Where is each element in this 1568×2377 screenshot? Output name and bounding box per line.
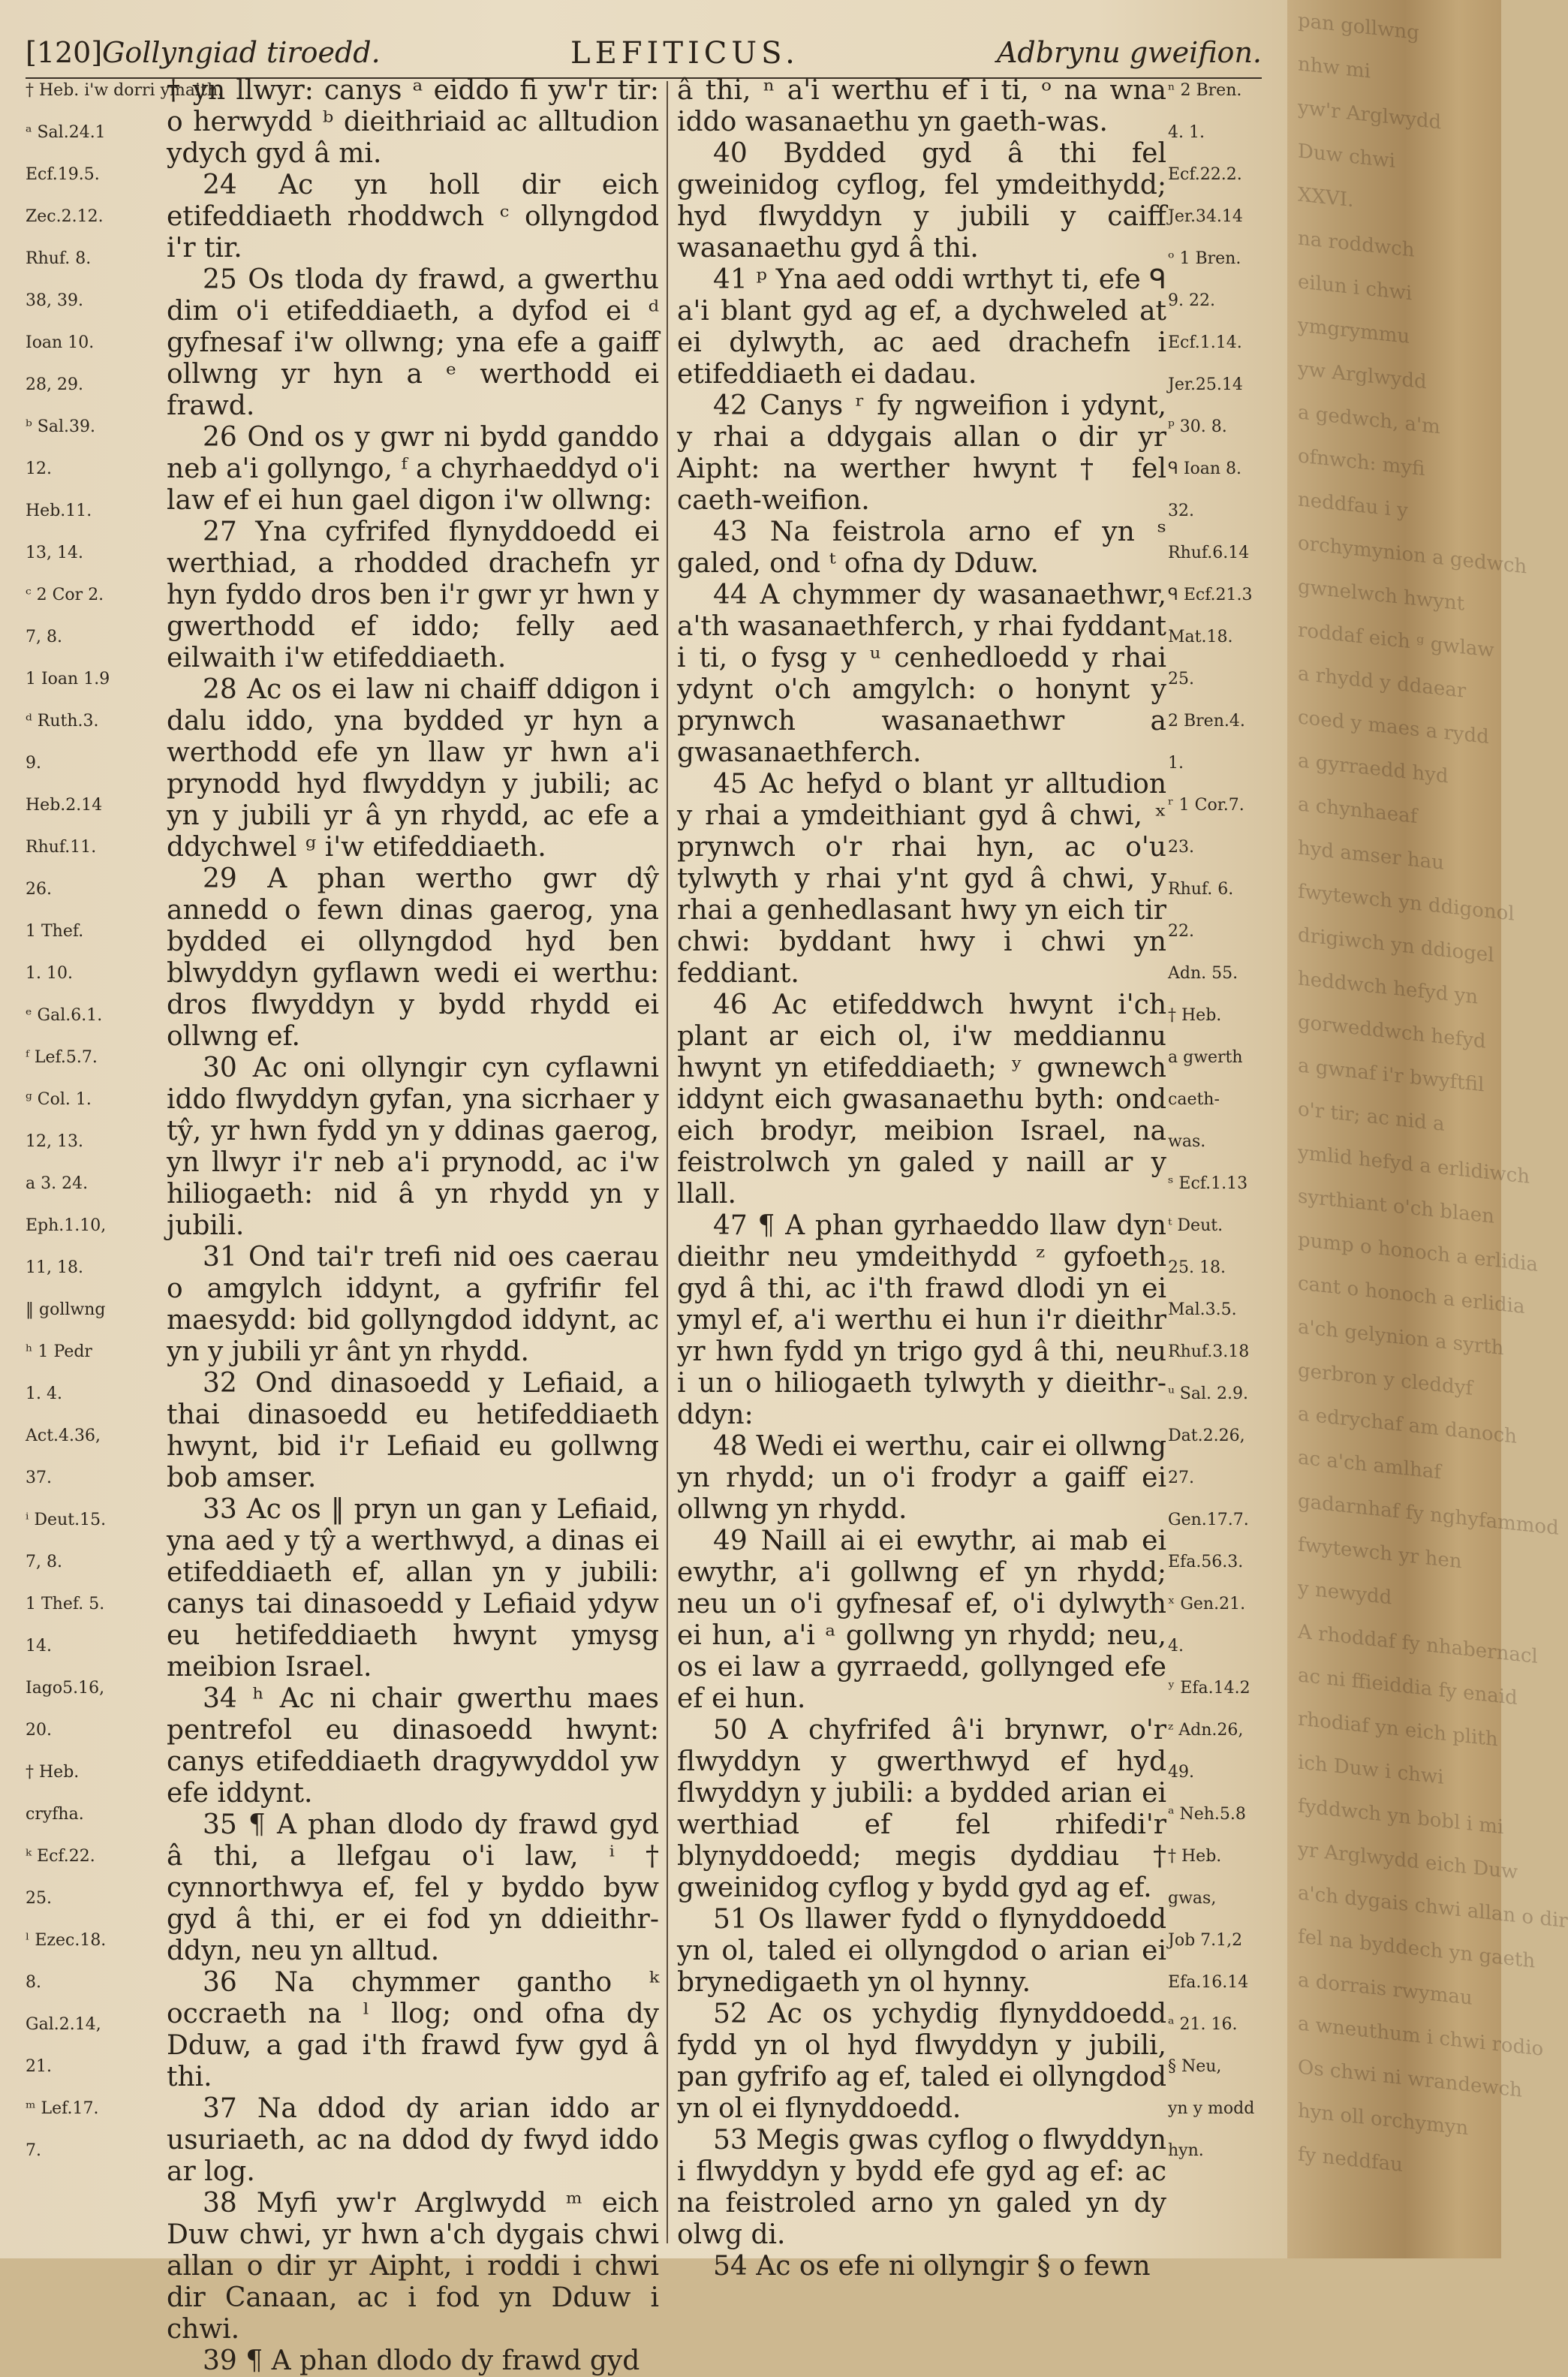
facing-page-text: neddfau i y	[1298, 488, 1408, 523]
facing-page-text: yw Arglwydd	[1298, 357, 1427, 394]
verse: 43 Na feistrola arno ef yn ˢ galed, ond ᵗ ofna dy Dduw.	[677, 517, 1166, 579]
margin-reference: caeth-	[1168, 1090, 1220, 1109]
margin-reference: 8.	[26, 1973, 41, 1992]
margin-reference: 13, 14.	[26, 544, 83, 562]
facing-page-text: a'ch gelynion a syrth	[1298, 1315, 1504, 1360]
verse: 29 A phan wertho gwr dŷ annedd o fewn dinas gaerog, yna bydded ei ollyngdod hyd ben blwyddyn gyflawn wedi ei werthu: dros flwyddyn y bydd rhydd ei ollwng ef.	[167, 863, 659, 1052]
margin-reference: ᑫ Ioan 8.	[1168, 459, 1242, 478]
margin-reference: 1.	[1168, 754, 1184, 773]
margin-reference: Act.4.36,	[26, 1427, 101, 1445]
verse: 53 Megis gwas cyflog o flwyddyn i flwyddyn y bydd efe gyd ag ef: ac na feistroled arno yn galed yn dy olwg di.	[677, 2125, 1166, 2250]
verse: 52 Ac os ychydig flynyddoedd fydd yn ol hyd flwyddyn y jubili, pan gyfrifo ag ef, taled ei ollyngdod yn ol ei flynyddoedd.	[677, 1999, 1166, 2124]
margin-reference: hyn.	[1168, 2141, 1204, 2160]
facing-page-text: fy neddfau	[1298, 2143, 1403, 2177]
margin-reference: Eph.1.10,	[26, 1216, 107, 1235]
margin-reference: 9.	[26, 754, 41, 773]
right-text-column	[677, 75, 1166, 2282]
facing-page-text: Duw chwi	[1298, 140, 1395, 173]
left-running-title: Gollyngiad tiroedd.	[102, 36, 381, 69]
verse: 44 A chymmer dy wasanaethwr, a'th wasanaethferch, y rhai fyddant i ti, o fysg y ᵘ cenhedloedd y rhai ydynt o'ch amgylch: o honynt y prynwch wasanaethwr a gwasanaethferch.	[677, 580, 1166, 768]
margin-reference: ⁿ 2 Bren.	[1168, 81, 1242, 100]
margin-reference: ᶻ Adn.26,	[1168, 1721, 1244, 1740]
margin-reference: 1 Ioan 1.9	[26, 670, 110, 688]
margin-reference: ʳ 1 Cor.7.	[1168, 796, 1244, 815]
margin-reference: ‖ gollwng	[26, 1300, 106, 1319]
verse: 24 Ac yn holl dir eich etifeddiaeth rhoddwch ᶜ ollyngdod i'r tir.	[167, 170, 659, 264]
margin-reference: ʰ 1 Pedr	[26, 1342, 92, 1361]
facing-page-text: ac ni ffieiddia fy enaid	[1298, 1664, 1518, 1710]
margin-reference: † Heb.	[1168, 1847, 1222, 1866]
margin-reference: ᵇ Sal.39.	[26, 417, 95, 436]
margin-reference: 9. 22.	[1168, 291, 1215, 310]
verse: 27 Yna cyfrifed flynyddoedd ei werthiad, a rhodded drachefn yr hyn fyddo dros ben i'r gwr yr hwn y gwerthodd ef iddo; felly aed eilwaith i'w etifeddiaeth.	[167, 517, 659, 673]
margin-reference: a gwerth	[1168, 1048, 1243, 1067]
margin-reference: ᵃ 21. 16.	[1168, 2015, 1238, 2034]
margin-reference: 32.	[1168, 502, 1194, 520]
margin-reference: Ecf.22.2.	[1168, 165, 1242, 184]
margin-reference: Efa.16.14	[1168, 1973, 1249, 1992]
margin-reference: § Neu,	[1168, 2057, 1222, 2076]
facing-page-text: ac a'ch amlhaf	[1298, 1446, 1441, 1484]
facing-page-text: a gyrraedd hyd	[1298, 749, 1449, 788]
verse: 46 Ac etifeddwch hwynt i'ch plant ar eich ol, i'w meddiannu hwynt yn etifeddiaeth; ʸ gwnewch iddynt eich gwasanaethu byth: ond eich brodyr, meibion Israel, na feistrolwch yn galed y naill ar y llall.	[677, 990, 1166, 1210]
margin-reference: ˢ Ecf.1.13	[1168, 1174, 1248, 1193]
margin-reference: Heb.2.14	[26, 796, 103, 815]
margin-reference: ᶜ 2 Cor 2.	[26, 586, 104, 604]
verse: 37 Na ddod dy arian iddo ar usuriaeth, ac na ddod dy fwyd iddo ar log.	[167, 2093, 659, 2187]
facing-page-text: roddaf eich ᵍ gwlaw	[1298, 619, 1494, 662]
margin-reference: Jer.25.14	[1168, 375, 1243, 394]
verse: 28 Ac os ei law ni chaiff ddigon i dalu iddo, yna bydded yr hyn a werthodd efe yn llaw yr hwn a'i prynodd hyd flwyddyn y jubili; ac yn y jubili yr â yn rhydd, ac efe a ddychwel ᵍ i'w etifeddiaeth.	[167, 674, 659, 863]
margin-reference: 12, 13.	[26, 1132, 83, 1151]
facing-page-text: fwytewch yn ddigonol	[1298, 880, 1515, 926]
facing-page-text: pump o honoch a erlidia	[1298, 1228, 1538, 1277]
facing-page-text: fyddwch yn bobl i mi	[1298, 1794, 1504, 1839]
margin-reference: 20.	[26, 1721, 52, 1740]
margin-reference: Efa.56.3.	[1168, 1553, 1244, 1571]
verse: 51 Os llawer fydd o flynyddoedd yn ol, taled ei ollyngdod o arian ei brynedigaeth yn ol hynny.	[677, 1904, 1166, 1998]
facing-page-text: o'r tir; ac nid a	[1298, 1098, 1445, 1136]
margin-reference: Rhuf.3.18	[1168, 1342, 1250, 1361]
margin-reference: Ecf.1.14.	[1168, 333, 1242, 352]
facing-page-text: eilun i chwi	[1298, 270, 1413, 306]
margin-reference: cryfha.	[26, 1805, 84, 1824]
margin-reference: 26.	[26, 880, 52, 899]
margin-reference: Gal.2.14,	[26, 2015, 101, 2034]
margin-reference: 7, 8.	[26, 628, 62, 646]
margin-reference: ᑫ Ecf.21.3	[1168, 586, 1253, 604]
right-margin-notes	[1168, 81, 1281, 2228]
margin-reference: Zec.2.12.	[26, 207, 104, 226]
facing-page-bleed	[1287, 0, 1568, 2258]
margin-reference: gwas,	[1168, 1889, 1217, 1908]
facing-page-text: a rhydd y ddaear	[1298, 662, 1467, 703]
margin-reference: Dat.2.26,	[1168, 1427, 1245, 1445]
facing-page-text: gadarnhaf fy nghyfammod	[1298, 1490, 1559, 1540]
margin-reference: 11, 18.	[26, 1258, 83, 1277]
margin-reference: was.	[1168, 1132, 1206, 1151]
margin-reference: 4. 1.	[1168, 123, 1205, 142]
margin-reference: † Heb.	[1168, 1006, 1222, 1025]
margin-reference: † Heb.	[26, 1763, 80, 1782]
margin-reference: 1. 10.	[26, 964, 73, 983]
margin-reference: 37.	[26, 1469, 52, 1487]
margin-reference: 25.	[26, 1889, 52, 1908]
facing-page-text: a chynhaeaf	[1298, 793, 1418, 829]
verse: † yn llwyr: canys ᵃ eiddo fi yw'r tir: o herwydd ᵇ dieithriaid ac alltudion ydych gyd â mi.	[167, 75, 659, 169]
verse: â thi, ⁿ a'i werthu ef i ti, ᵒ na wna iddo wasanaethu yn gaeth-was.	[677, 75, 1166, 137]
facing-page-text: a gedwch, a'm	[1298, 401, 1440, 439]
margin-reference: ᵗ Deut.	[1168, 1216, 1223, 1235]
margin-reference: 25. 18.	[1168, 1258, 1226, 1277]
verse: 41 ᵖ Yna aed oddi wrthyt ti, efe ᑫ a'i blant gyd ag ef, a dychweled at ei dylwyth, ac aed drachefn i etifeddiaeth ei dadau.	[677, 264, 1166, 390]
facing-page-text: na roddwch	[1298, 227, 1415, 262]
verse: 47 ¶ A phan gyrhaeddo llaw dyn dieithr neu ymdeithydd ᶻ gyfoeth gyd â thi, ac i'th frawd dlodi yn ei ymyl ef, a'i werthu ei hun i'r dieithr yr hwn fydd yn trigo gyd â thi, neu i un o hiliogaeth tylwyth y dieithr-ddyn:	[677, 1210, 1166, 1430]
margin-reference: Job 7.1,2	[1168, 1931, 1243, 1950]
verse: 49 Naill ai ei ewythr, ai mab ei ewythr, a'i gollwng ef yn rhydd; neu un o'i gyfnesaf ef, o'i dylwyth ei hun, a'i ᵃ gollwng yn rhydd; neu, os ei law a gyrraedd, gollynged efe ef ei hun.	[677, 1526, 1166, 1714]
verse: 42 Canys ʳ fy ngweifion i ydynt, y rhai a ddygais allan o dir yr Aipht: na werther hwynt † fel caeth-weifion.	[677, 390, 1166, 516]
margin-reference: 38, 39.	[26, 291, 83, 310]
verse: 45 Ac hefyd o blant yr alltudion y rhai a ymdeithiant gyd â chwi, ˣ prynwch o'r rhai hyn, ac o'u tylwyth y rhai y'nt gyd â chwi, y rhai a genhedlasant hwy yn eich tir chwi: byddant hwy i chwi yn feddiant.	[677, 769, 1166, 989]
facing-page-text: nhw mi	[1298, 53, 1371, 83]
verse: 32 Ond dinasoedd y Lefiaid, a thai dinasoedd eu hetifeddiaeth hwynt, bid i'r Lefiaid eu gollwng bob amser.	[167, 1368, 659, 1493]
verse: 35 ¶ A phan dlodo dy frawd gyd â thi, a llefgau o'i law, ⁱ † cynnorthwya ef, fel y byddo byw gyd â thi, er ei fod yn ddieithr-ddyn, neu yn alltud.	[167, 1809, 659, 1966]
facing-page-text: XXVI.	[1298, 183, 1354, 212]
facing-page-text: syrthiant o'ch blaen	[1298, 1185, 1494, 1228]
facing-page-text: ymlid hefyd a erlidiwch	[1298, 1141, 1530, 1188]
facing-page-text: ich Duw i chwi	[1298, 1751, 1444, 1789]
margin-reference: ᵍ Col. 1.	[26, 1090, 92, 1109]
margin-reference: Rhuf. 6.	[1168, 880, 1234, 899]
facing-page-text: drigiwch yn ddiogel	[1298, 923, 1494, 967]
facing-page-text: Os chwi ni wrandewch	[1298, 2056, 1522, 2102]
facing-page-text: a dorrais rwymau	[1298, 1969, 1473, 2010]
facing-page-text: gerbron y cleddyf	[1298, 1359, 1473, 1400]
margin-reference: Heb.11.	[26, 502, 92, 520]
margin-reference: ᵘ Sal. 2.9.	[1168, 1384, 1248, 1403]
page-number: [120]	[26, 36, 103, 69]
margin-reference: Gen.17.7.	[1168, 1511, 1249, 1529]
facing-page-text: cant o honoch a erlidia	[1298, 1272, 1525, 1319]
verse: 36 Na chymmer gantho ᵏ occraeth na ˡ llog; ond ofna dy Dduw, a gad i'th frawd fyw gyd â thi.	[167, 1967, 659, 2092]
margin-reference: ᵒ 1 Bren.	[1168, 249, 1241, 268]
verse: 30 Ac oni ollyngir cyn cyflawni iddo flwyddyn gyfan, yna sicrhaer y tŷ, yr hwn fydd yn y ddinas gaerog, yn llwyr i'r neb a'i prynodd, ac i'w hiliogaeth: nid â yn rhydd yn y jubili.	[167, 1053, 659, 1241]
left-margin-notes	[26, 81, 224, 2228]
margin-reference: Iago5.16,	[26, 1679, 105, 1698]
margin-reference: Rhuf. 8.	[26, 249, 92, 268]
facing-page-text: heddwch hefyd yn	[1298, 967, 1479, 1009]
facing-page-text: ofnwch: myfi	[1298, 444, 1425, 481]
margin-reference: Rhuf.6.14	[1168, 544, 1250, 562]
margin-reference: Jer.34.14	[1168, 207, 1243, 226]
facing-page-text: a gwnaf i'r bwyftfil	[1298, 1054, 1485, 1097]
facing-page-text: y newydd	[1298, 1577, 1392, 1610]
verse: 31 Ond tai'r trefi nid oes caerau o amgylch iddynt, a gyfrifir fel maesydd: bid gollyngdod iddynt, ac yn y jubili yr ânt yn rhydd.	[167, 1242, 659, 1367]
margin-reference: ᵖ 30. 8.	[1168, 417, 1227, 436]
facing-page-text: rhodiaf yn eich plith	[1298, 1707, 1498, 1752]
verse: 25 Os tloda dy frawd, a gwerthu dim o'i etifeddiaeth, a dyfod ei ᵈ gyfnesaf i'w ollwng; yna efe a gaiff ollwng yr hyn a ᵉ werthodd ei frawd.	[167, 264, 659, 421]
margin-reference: ᵏ Ecf.22.	[26, 1847, 95, 1866]
margin-reference: 1. 4.	[26, 1384, 62, 1403]
margin-reference: 1 Thef.	[26, 922, 84, 941]
margin-reference: Mat.18.	[1168, 628, 1233, 646]
margin-reference: Adn. 55.	[1168, 964, 1238, 983]
facing-page-text: ymgrymmu	[1298, 314, 1410, 349]
margin-reference: 25.	[1168, 670, 1194, 688]
margin-reference: 23.	[1168, 838, 1194, 857]
margin-reference: † Heb. i'w dorri ymaith.	[26, 81, 224, 100]
verse: 40 Bydded gyd â thi fel gweinidog cyflog, fel ymdeithydd; hyd flwyddyn y jubili y caiff wasanaethu gyd â thi.	[677, 138, 1166, 264]
facing-page-text: hyd amser hau	[1298, 836, 1444, 875]
margin-reference: ᶠ Lef.5.7.	[26, 1048, 98, 1067]
verse: 50 A chyfrifed â'i brynwr, o'r flwyddyn y gwerthwyd ef hyd flwyddyn y jubili: a bydded arian ei werthiad ef fel rhifedi'r blynyddoedd; megis dyddiau † gweinidog cyflog y bydd gyd ag ef.	[677, 1715, 1166, 1903]
margin-reference: ᵃ Neh.5.8	[1168, 1805, 1246, 1824]
verse: 54 Ac os efe ni ollyngir § o fewn	[713, 2251, 1151, 2282]
right-running-title: Adbrynu gweifion.	[996, 36, 1262, 69]
margin-reference: ᵃ Sal.24.1	[26, 123, 106, 142]
column-divider	[667, 81, 668, 2243]
margin-reference: ˣ Gen.21.	[1168, 1595, 1246, 1613]
facing-page-text: pan gollwng	[1298, 9, 1419, 45]
facing-page-text: yr Arglwydd eich Duw	[1298, 1838, 1518, 1884]
facing-page-text: A rhoddaf fy nhabernacl	[1298, 1620, 1538, 1668]
facing-page-text: a'ch dygais chwi allan o dir	[1298, 1881, 1568, 1933]
margin-reference: ᵐ Lef.17.	[26, 2099, 99, 2118]
facing-page-text: gorweddwch hefyd	[1298, 1011, 1486, 1053]
margin-reference: 1 Thef. 5.	[26, 1595, 105, 1613]
margin-reference: Mal.3.5.	[1168, 1300, 1237, 1319]
margin-reference: 2 Bren.4.	[1168, 712, 1245, 731]
margin-reference: 22.	[1168, 922, 1194, 941]
margin-reference: 12.	[26, 459, 52, 478]
facing-page-text: yw'r Arglwydd	[1298, 96, 1442, 134]
running-header	[26, 36, 1262, 78]
verse: 34 ʰ Ac ni chair gwerthu maes pentrefol eu dinasoedd hwynt: canys etifeddiaeth dragywyddol yw efe iddynt.	[167, 1683, 659, 1809]
verse: 33 Ac os ‖ pryn un gan y Lefiaid, yna aed y tŷ a werthwyd, a dinas ei etifeddiaeth ef, allan yn y jubili: canys tai dinasoedd y Lefiaid ydyw eu hetifeddiaeth hwynt ymysg meibion Israel.	[167, 1494, 659, 1683]
facing-page-text: fwytewch yr hen	[1298, 1533, 1462, 1574]
facing-page-text: gwnelwch hwynt	[1298, 575, 1465, 616]
margin-reference: ⁱ Deut.15.	[26, 1511, 107, 1529]
facing-page-text: orchymynion a gedwch	[1298, 532, 1527, 579]
margin-reference: ˡ Ezec.18.	[26, 1931, 107, 1950]
margin-reference: a 3. 24.	[26, 1174, 89, 1193]
facing-page-text: coed y maes a rydd	[1298, 706, 1489, 749]
margin-reference: 7.	[26, 2141, 41, 2160]
verse: 48 Wedi ei werthu, cair ei ollwng yn rhydd; un o'i frodyr a gaiff ei ollwng yn rhydd.	[677, 1431, 1166, 1525]
margin-reference: yn y modd	[1168, 2099, 1255, 2118]
margin-reference: 14.	[26, 1637, 52, 1655]
margin-reference: Rhuf.11.	[26, 838, 97, 857]
margin-reference: ʸ Efa.14.2	[1168, 1679, 1250, 1698]
verse: 39 ¶ A phan dlodo dy frawd gyd	[203, 2345, 640, 2376]
margin-reference: 49.	[1168, 1763, 1194, 1782]
margin-reference: 21.	[26, 2057, 52, 2076]
margin-reference: 4.	[1168, 1637, 1184, 1655]
margin-reference: 7, 8.	[26, 1553, 62, 1571]
facing-page-text: hyn oll orchymyn	[1298, 2099, 1469, 2141]
margin-reference: ᵈ Ruth.3.	[26, 712, 99, 731]
left-text-column	[167, 75, 659, 2377]
verse: 38 Myfi yw'r Arglwydd ᵐ eich Duw chwi, yr hwn a'ch dygais chwi allan o dir yr Aipht, i roddi i chwi dir Canaan, ac i fod yn Dduw i chwi.	[167, 2188, 659, 2345]
margin-reference: 28, 29.	[26, 375, 83, 394]
verse: 26 Ond os y gwr ni bydd ganddo neb a'i gollyngo, ᶠ a chyrhaeddyd o'i law ef ei hun gael digon i'w ollwng:	[167, 422, 659, 516]
book-title: LEFITICUS.	[570, 36, 799, 71]
margin-reference: Ecf.19.5.	[26, 165, 100, 184]
margin-reference: 27.	[1168, 1469, 1194, 1487]
margin-reference: ᵉ Gal.6.1.	[26, 1006, 103, 1025]
facing-page-text: fel na byddech yn gaeth	[1298, 1925, 1536, 1973]
margin-reference: Ioan 10.	[26, 333, 95, 352]
facing-page-text: a wneuthum i chwi rodio	[1298, 2012, 1544, 2061]
facing-page-text: a edrychaf am danoch	[1298, 1402, 1517, 1449]
